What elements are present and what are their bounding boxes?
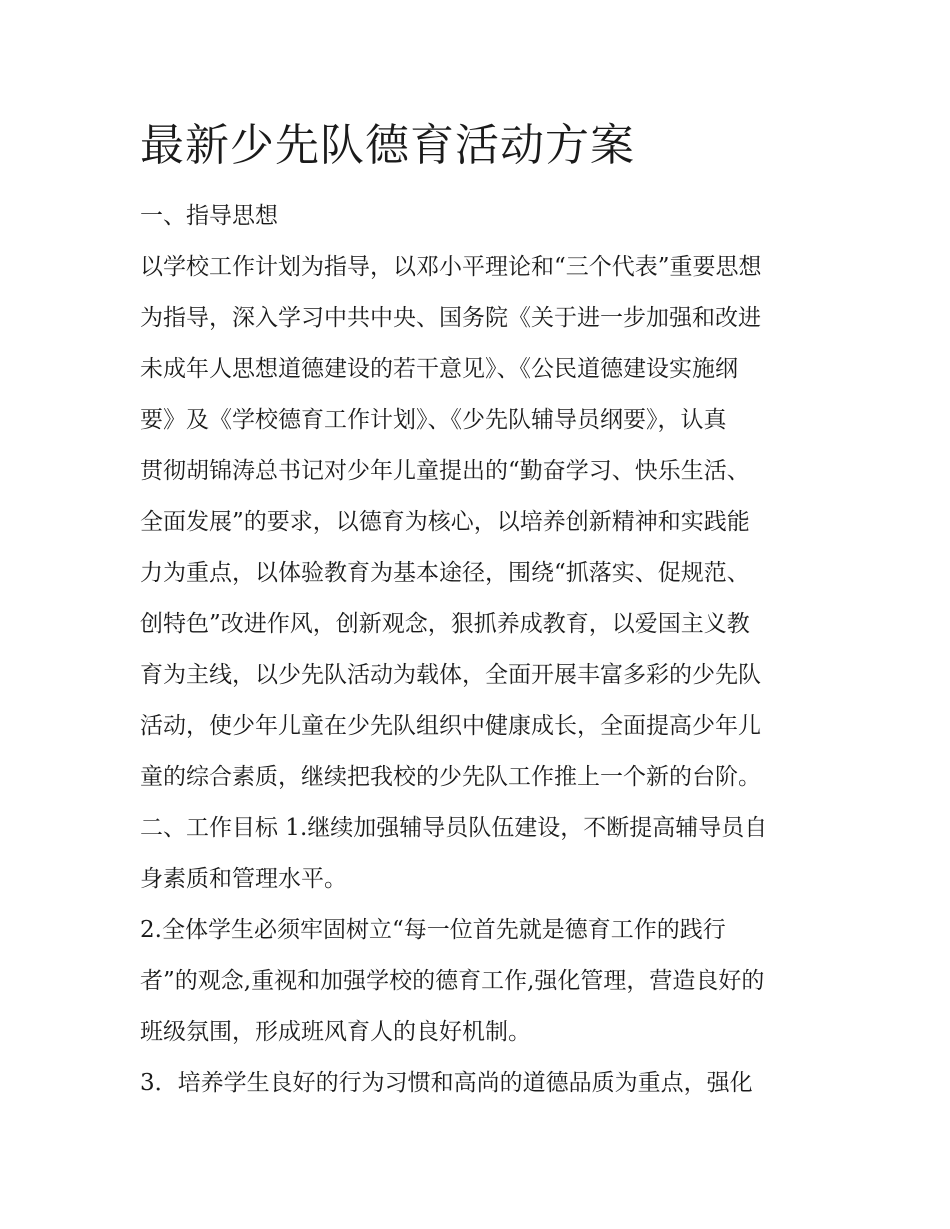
paragraph-line: 身素质和管理水平。 [140,866,347,892]
section-heading-guiding-ideology: 一、指导思想 [140,203,278,229]
paragraph-line: 活动，使少年儿童在少先队组织中健康成长，全面提高少年儿 [140,713,761,739]
paragraph-line: 贯彻胡锦涛总书记对少年儿童提出的“勤奋学习、快乐生活、 [140,458,750,484]
paragraph-line: 以学校工作计划为指导，以邓小平理论和“三个代表”重要思想 [140,254,762,280]
paragraph-line: 班级氛围，形成班风育人的良好机制。 [140,1019,531,1045]
paragraph-line: 创特色”改进作风，创新观念，狠抓养成教育，以爱国主义教 [140,611,750,637]
section-heading-work-goals: 二、工作目标 1.继续加强辅导员队伍建设，不断提高辅导员自 [140,815,768,841]
paragraph-line: 2.全体学生必须牢固树立“每一位首先就是德育工作的践行 [140,917,726,943]
paragraph-line: 育为主线，以少先队活动为载体，全面开展丰富多彩的少先队 [140,662,761,688]
paragraph-line: 未成年人思想道德建设的若干意见》、《公民道德建设实施纲 [140,356,738,382]
paragraph-line: 者”的观念,重视和加强学校的德育工作,强化管理，营造良好的 [140,968,765,994]
document-title: 最新少先队德育活动方案 [140,120,635,171]
paragraph-line: 3．培养学生良好的行为习惯和高尚的道德品质为重点，强化 [140,1070,753,1096]
document-body [140,112,820,1109]
paragraph-line: 力为重点，以体验教育为基本途径，围绕“抓落实、促规范、 [140,560,750,586]
paragraph-line: 全面发展”的要求，以德育为核心，以培养创新精神和实践能 [140,509,750,535]
paragraph-line: 童的综合素质，继续把我校的少先队工作推上一个新的台阶。 [140,764,761,790]
paragraph-line: 为指导，深入学习中共中央、国务院《关于进一步加强和改进 [140,305,761,331]
paragraph-line: 要》及《学校德育工作计划》、《少先队辅导员纲要》，认真 [140,407,727,433]
